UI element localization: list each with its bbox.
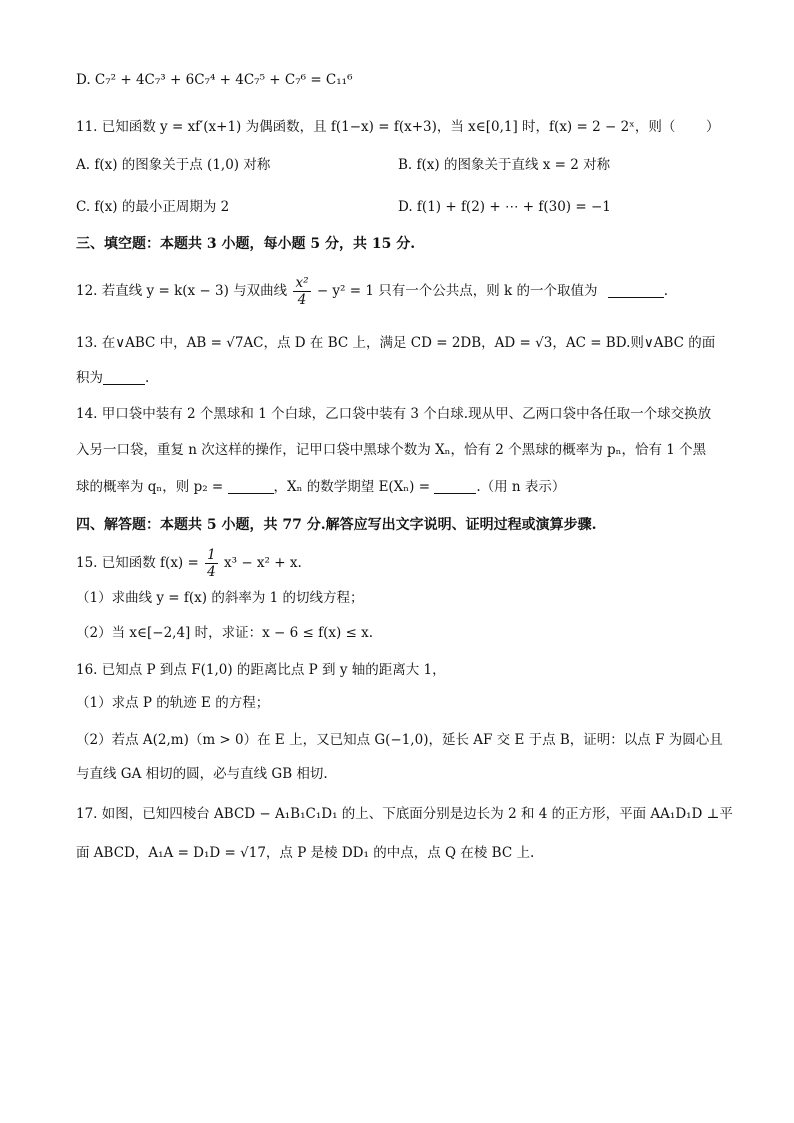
q11-stem: 11. 已知函数 y = xf′(x+1) 为偶函数，且 f(1−x) = f(x+3)，当 x∈[0,1] 时，f(x) = 2 − 2ˣ，则（: [76, 119, 676, 135]
q13-line2: [76, 368, 149, 388]
q12-frac-num: x²: [295, 275, 309, 291]
q12-fraction: [293, 275, 310, 308]
q17-line2: 面 ABCD，A₁A = D₁D = √17，点 P 是棱 DD₁ 的中点，点 Q 在棱 BC 上.: [76, 845, 535, 861]
q14-line3-b: ，Xₙ 的数学期望 E(Xₙ) =: [273, 479, 431, 495]
q14-line1: 14. 甲口袋中装有 2 个黑球和 1 个白球，乙口袋中装有 3 个白球.现从甲、乙两口袋中各任取一个球交换放: [76, 406, 712, 422]
q15-after: x³ − x² + x.: [224, 555, 302, 571]
q14-line3-c: .（用 n 表示）: [476, 479, 566, 495]
q14-expectation-blank[interactable]: [434, 479, 476, 494]
q16-part2-line2: 与直线 GA 相切的圆，必与直线 GB 相切.: [76, 766, 328, 782]
q14-line3-a: 球的概率为 qₙ，则 p₂ =: [76, 479, 224, 495]
q15-stem: [76, 544, 302, 582]
q13-line1: 13. 在∨ABC 中，AB = √7AC，点 D 在 BC 上，满足 CD = 2DB，AD = √3，AC = BD.则∨ABC 的面: [76, 335, 716, 351]
q16-stem: 16. 已知点 P 到点 F(1,0) 的距离比点 P 到 y 轴的距离大 1，: [76, 662, 446, 678]
q10-option-d: D. C₇² + 4C₇³ + 6C₇⁴ + 4C₇⁵ + C₇⁶ = C₁₁⁶: [76, 72, 353, 88]
q14-line3: [76, 477, 565, 497]
q15-part2: （2）当 x∈[−2,4] 时，求证：x − 6 ≤ f(x) ≤ x.: [76, 625, 374, 641]
q12-frac-den: 4: [297, 292, 307, 308]
section-4-header: 四、解答题：本题共 5 小题，共 77 分.解答应写出文字说明、证明过程或演算步骤.: [76, 517, 597, 533]
q15-frac-den: 4: [207, 564, 216, 580]
q12-answer-blank[interactable]: [608, 283, 664, 298]
q15-frac-num: 1: [207, 547, 216, 563]
q15-before: 15. 已知函数 f(x) =: [76, 555, 199, 571]
q15-fraction: [205, 547, 218, 580]
q17-line1: 17. 如图，已知四棱台 ABCD − A₁B₁C₁D₁ 的上、下底面分别是边长为 2 和 4 的正方形，平面 AA₁D₁D ⊥平: [76, 806, 733, 822]
q16-part1: （1）求点 P 的轨迹 E 的方程；: [76, 695, 270, 711]
q12-after: − y² = 1 只有一个公共点，则 k 的一个取值为: [316, 283, 598, 299]
q13-answer-blank[interactable]: [103, 370, 145, 385]
q11-stem-close: ）: [706, 119, 720, 135]
q14-p2-blank[interactable]: [228, 479, 274, 494]
q12-before: 12. 若直线 y = k(x − 3) 与双曲线: [76, 283, 288, 299]
q12: [76, 272, 668, 310]
q13-line2-before: 积为: [76, 370, 103, 386]
q11-option-a: A. f(x) 的图象关于点 (1,0) 对称: [76, 157, 271, 173]
section-3-header: 三、填空题：本题共 3 小题，每小题 5 分，共 15 分.: [76, 236, 416, 252]
q14-line2: 入另一口袋，重复 n 次这样的操作，记甲口袋中黑球个数为 Xₙ，恰有 2 个黑球的概率为 pₙ，恰有 1 个黑: [76, 442, 707, 458]
q11-option-b: B. f(x) 的图象关于直线 x = 2 对称: [398, 157, 611, 173]
q13-line2-end: .: [145, 370, 150, 386]
q11-option-c: C. f(x) 的最小正周期为 2: [76, 199, 230, 215]
q16-part2-line1: （2）若点 A(2,m)（m > 0）在 E 上，又已知点 G(−1,0)，延长 AF 交 E 于点 B，证明：以点 F 为圆心且: [76, 732, 723, 748]
q11-option-d: D. f(1) + f(2) + ⋯ + f(30) = −1: [398, 199, 611, 215]
q12-end: .: [663, 283, 669, 299]
q15-part1: （1）求曲线 y = f(x) 的斜率为 1 的切线方程；: [76, 590, 364, 606]
